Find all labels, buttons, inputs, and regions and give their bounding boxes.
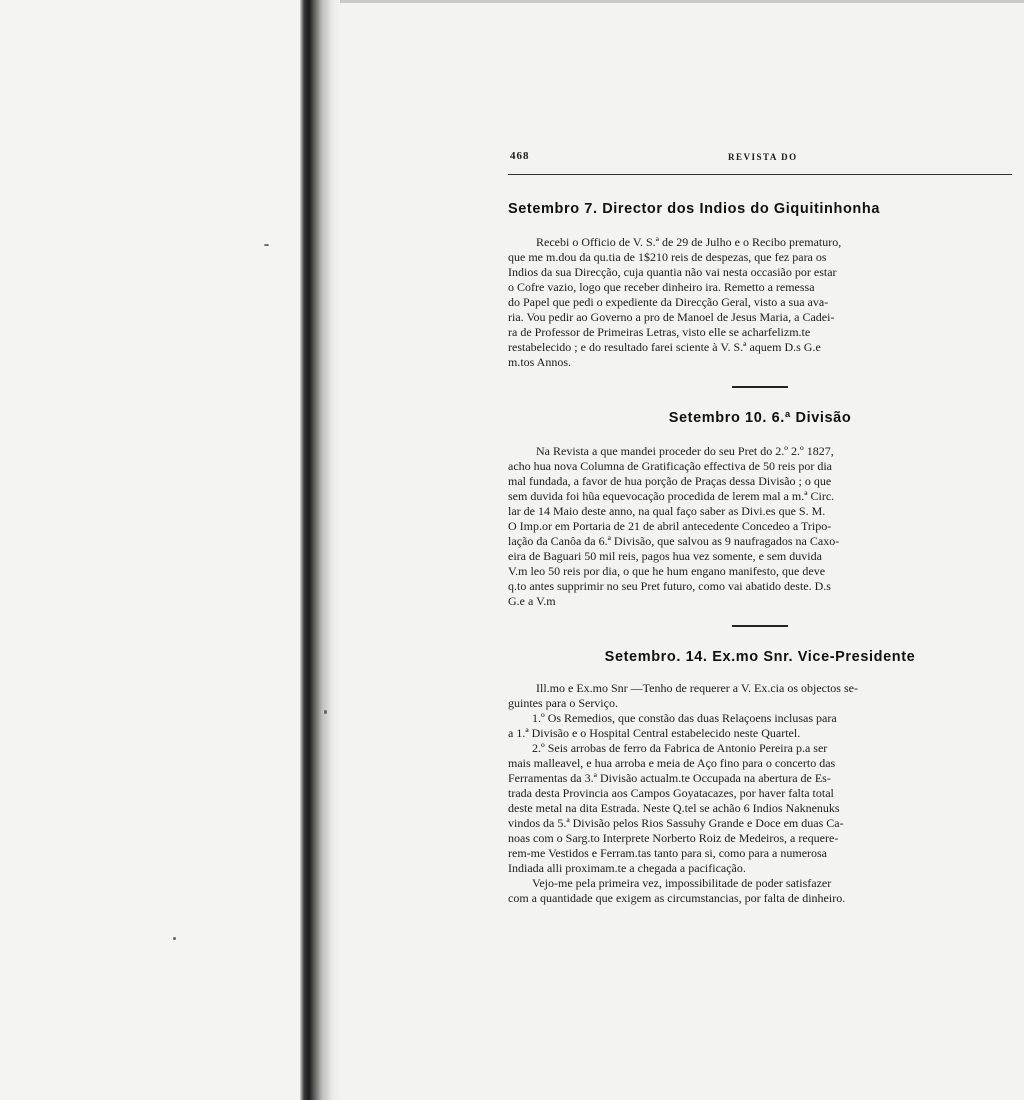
entry-paragraph	[508, 876, 1012, 906]
entry-heading: Setembro 10. 6.ª Divisão	[668, 410, 852, 426]
text-line: mal fundada, a favor de hua porção de Praças dessa Divisão ; o que	[508, 474, 832, 488]
header-rule	[508, 174, 1012, 175]
text-line: a 1.ª Divisão e o Hospital Central estabelecido neste Quartel.	[508, 726, 801, 740]
scan-speck	[173, 937, 176, 940]
scan-speck	[264, 244, 269, 246]
running-head	[508, 140, 1012, 164]
text-line: acho hua nova Columna de Gratificação effectiva de 50 reis por dia	[508, 459, 832, 473]
entry-paragraph	[508, 444, 1012, 609]
text-line: ra de Professor de Primeiras Letras, visto elle se acharfelizm.te	[508, 325, 811, 339]
text-line: vindos da 5.ª Divisão pelos Rios Sassuhy Grande e Doce em duas Ca-	[508, 816, 844, 830]
text-line: G.e a V.m	[508, 594, 556, 608]
text-line: noas com o Sarg.to Interprete Norberto Roiz de Medeiros, a requere-	[508, 831, 839, 845]
running-title: REVISTA DO	[728, 152, 798, 162]
text-line: 1.º Os Remedios, que constão das duas Relaçoens inclusas para	[532, 711, 837, 725]
text-line: lar de 14 Maio deste anno, na qual faço saber as Divi.es que S. M.	[508, 504, 826, 518]
text-line: guintes para o Serviço.	[508, 696, 618, 710]
text-line: Recebi o Officio de V. S.ª de 29 de Julho e o Recibo prematuro,	[536, 235, 842, 249]
text-line: trada desta Provincia aos Campos Goyatacazes, por haver falta total	[508, 786, 834, 800]
entry-heading: Setembro 7. Director dos Indios do Giquitinhonha	[508, 201, 880, 217]
text-line: sem duvida foi hũa equevocação procedida de lerem mal a m.ª Circ.	[508, 489, 835, 503]
entry-paragraph	[508, 711, 1012, 741]
text-line: com a quantidade que exigem as circumstancias, por falta de dinheiro.	[508, 891, 846, 905]
text-line: O Imp.or em Portaria de 21 de abril antecedente Concedeo a Tripo-	[508, 519, 832, 533]
section-separator	[732, 625, 788, 627]
entry-paragraph	[508, 235, 1012, 370]
section-separator	[732, 386, 788, 388]
text-line: deste metal na dita Estrada. Neste Q.tel se achão 6 Indios Naknenuks	[508, 801, 840, 815]
text-line: Ill.mo e Ex.mo Snr —Tenho de requerer a V. Ex.cia os objectos se-	[536, 681, 858, 695]
text-line: Na Revista a que mandei proceder do seu Pret do 2.º 2.º 1827,	[536, 444, 834, 458]
text-line: Indios da sua Direcção, cuja quantia não vai nesta occasião por estar	[508, 265, 837, 279]
text-line: eira de Baguari 50 mil reis, pagos hua vez somente, e sem duvida	[508, 549, 822, 563]
text-line: rem-me Vestidos e Ferram.tas tanto para si, como para a numerosa	[508, 846, 828, 860]
text-line: restabelecido ; e do resultado farei sciente à V. S.ª aquem D.s G.e	[508, 340, 821, 354]
text-line: Indiada alli proximam.te a chegada a pacificação.	[508, 861, 746, 875]
page-top-edge	[340, 0, 1024, 3]
text-line: Ferramentas da 3.ª Divisão actualm.te Occupada na abertura de Es-	[508, 771, 831, 785]
text-line: que me m.dou da qu.tia de 1$210 reis de despezas, que fez para os	[508, 250, 827, 264]
book-page	[508, 140, 1012, 1090]
entry-heading: Setembro. 14. Ex.mo Snr. Vice-Presidente	[604, 649, 916, 665]
scan-speck	[324, 710, 327, 714]
book-gutter	[300, 0, 340, 1100]
text-line: q.to antes supprimir no seu Pret futuro, como vai abatido deste. D.s	[508, 579, 831, 593]
entry-paragraph	[508, 741, 1012, 876]
text-line: do Papel que pedi o expediente da Direcção Geral, visto a sua ava-	[508, 295, 829, 309]
text-line: lação da Canôa da 6.ª Divisão, que salvou as 9 naufragados na Caxo-	[508, 534, 840, 548]
entry-paragraph	[508, 681, 1012, 711]
text-line: 2.º Seis arrobas de ferro da Fabrica de Antonio Pereira p.a ser	[532, 741, 828, 755]
text-line: m.tos Annos.	[508, 355, 572, 369]
text-line: V.m leo 50 reis por dia, o que he hum engano manifesto, que deve	[508, 564, 826, 578]
text-line: mais malleavel, e hua arroba e meia de Aço fino para o concerto das	[508, 756, 836, 770]
left-blank-page	[0, 0, 300, 1100]
text-line: o Cofre vazio, logo que receber dinheiro ira. Remetto a remessa	[508, 280, 815, 294]
page-number: 468	[510, 150, 530, 162]
text-line: ria. Vou pedir ao Governo a pro de Manoel de Jesus Maria, a Cadei-	[508, 310, 835, 324]
text-line: Vejo-me pela primeira vez, impossibilitade de poder satisfazer	[532, 876, 832, 890]
